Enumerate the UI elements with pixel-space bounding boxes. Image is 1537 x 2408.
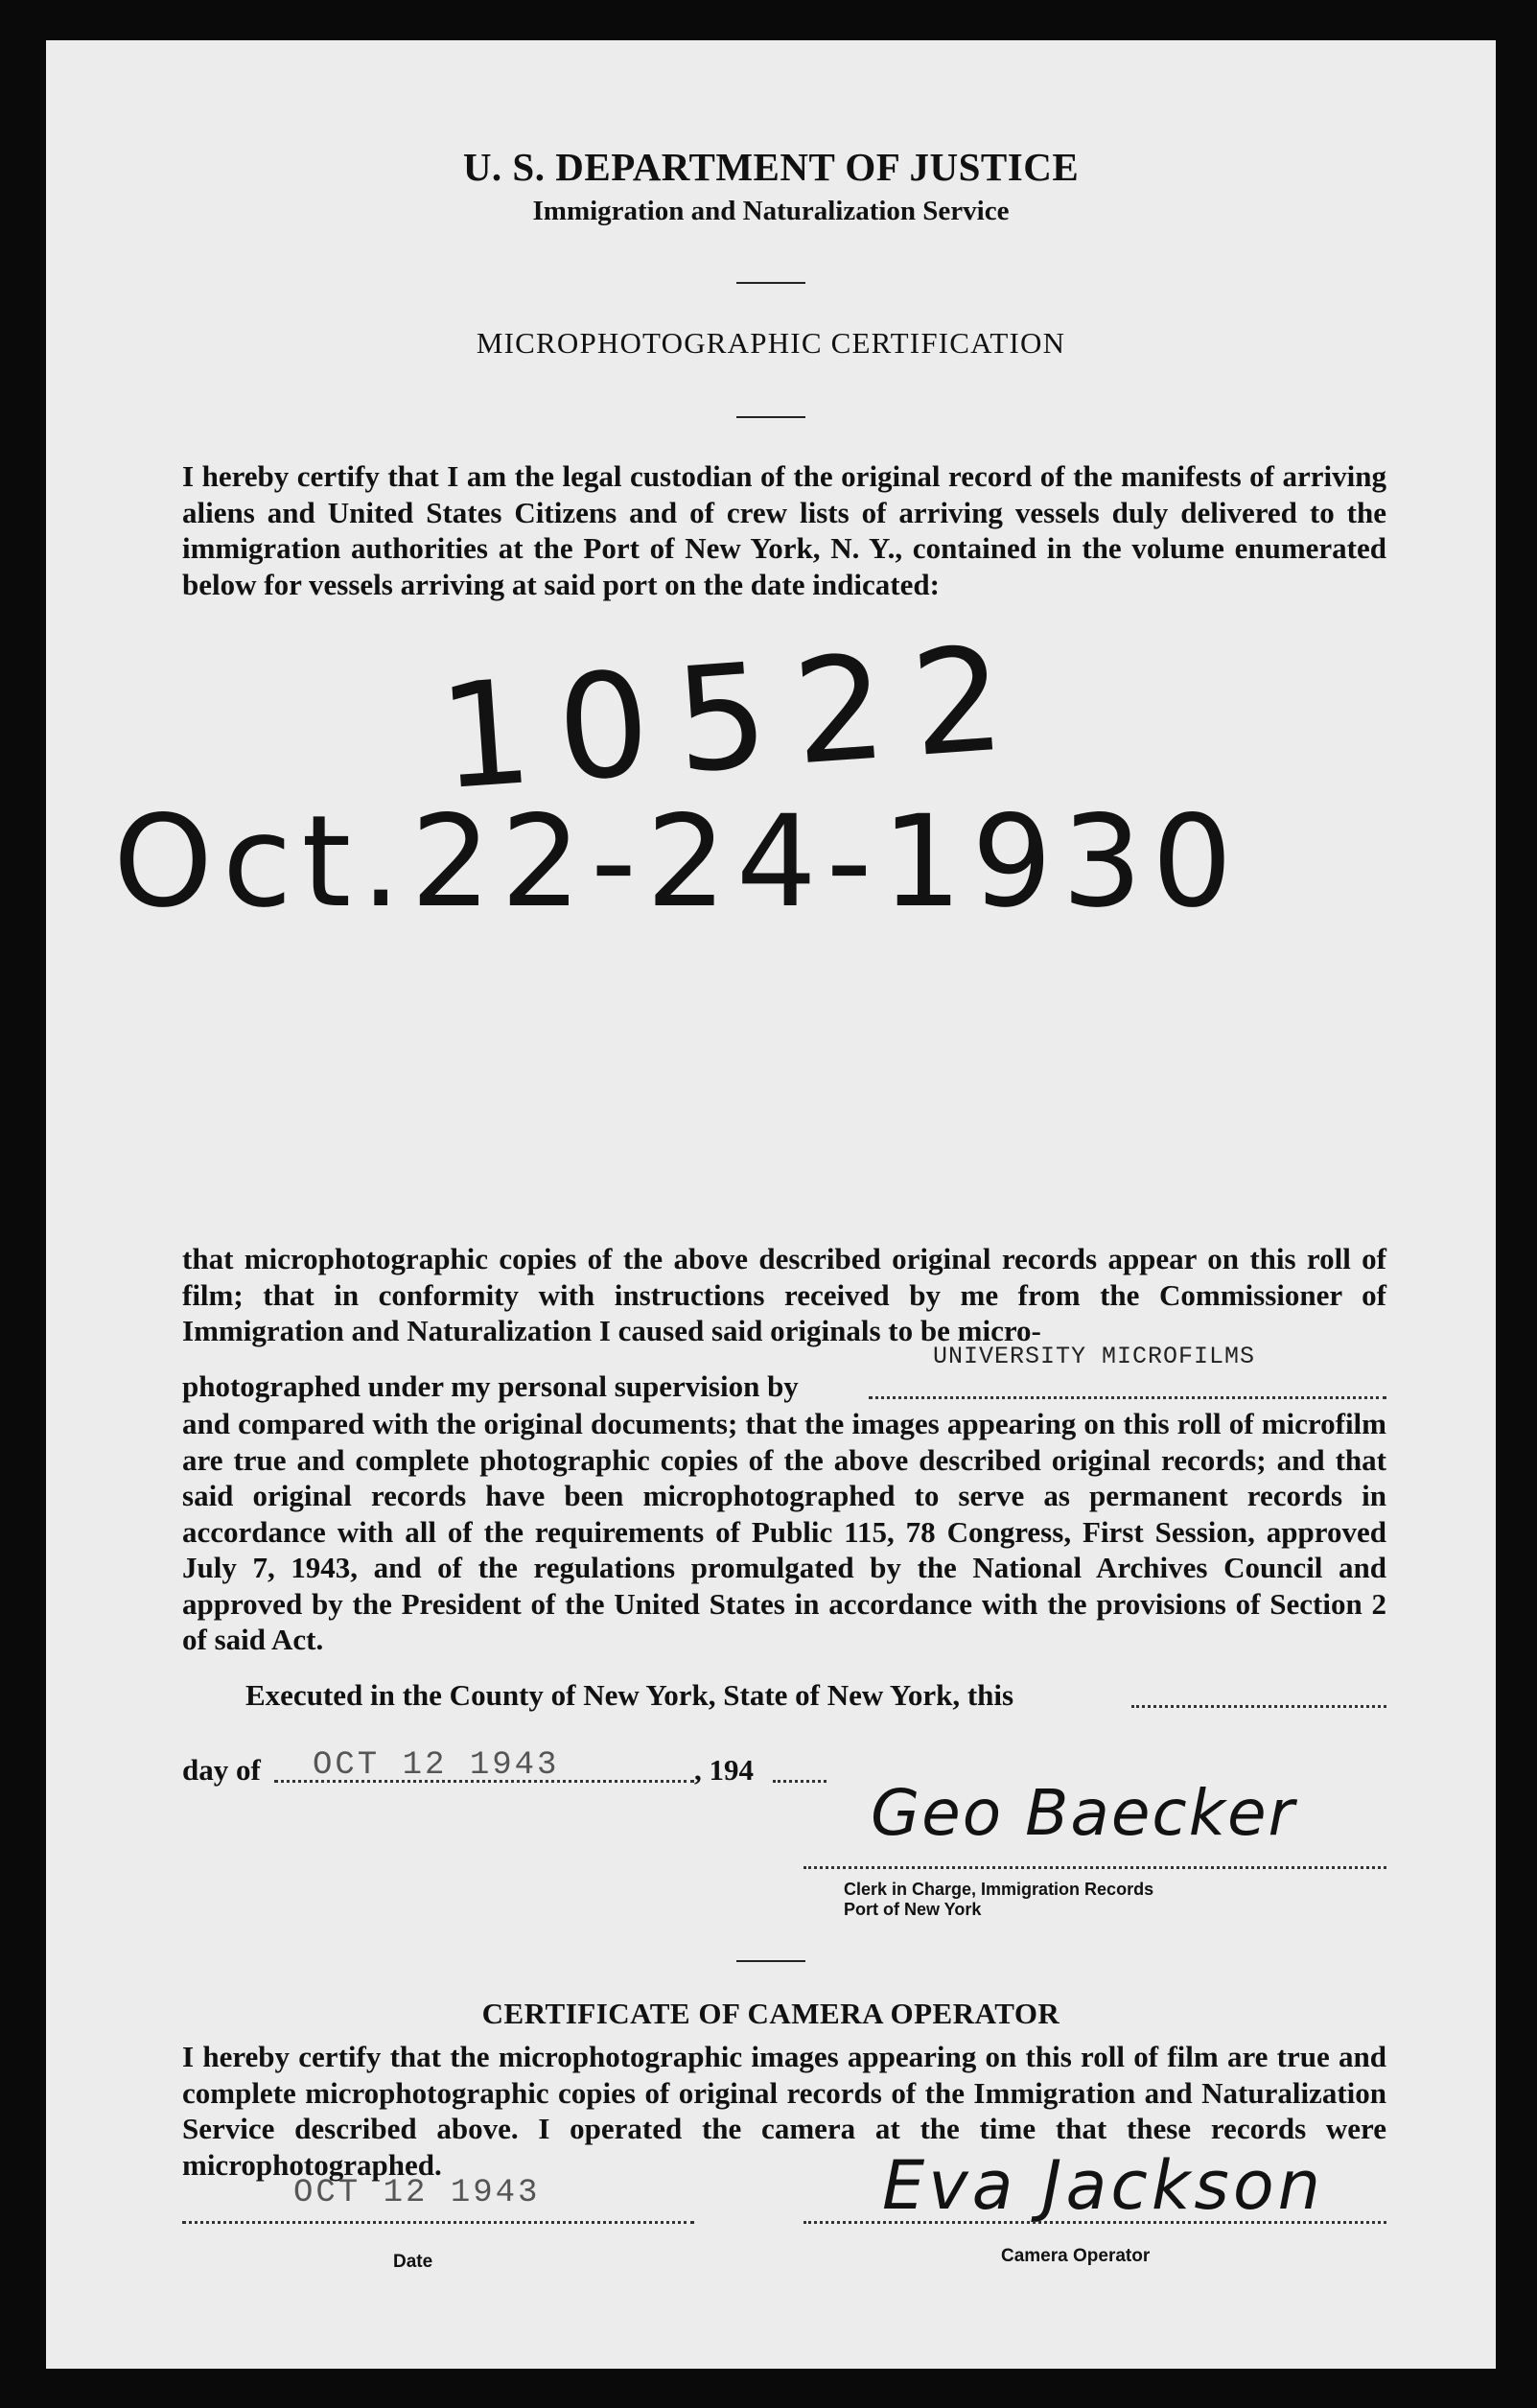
body-paragraph-end: and compared with the original documents; that the images appearing on this roll of microfilm are true and complete photographic copies of the above described original records; and that said original records have been microphotographed to serve as permanent records in accordance with all of the requirements of Public 115, 78 Congress, First Session, approved July 7, 1943, and of the regulations promulgated by the National Archives Council and approved by the President of the United States in accordance with the provisions of Section 2 of said Act. xyxy=(182,1407,1386,1656)
department-heading: U. S. DEPARTMENT OF JUSTICE xyxy=(462,145,1080,189)
operator-label: Camera Operator xyxy=(1001,2246,1151,2266)
intro-paragraph: I hereby certify that I am the legal custodian of the original record of the manifests of arriving aliens and United States Citizens and of crew lists of arriving vessels duly delivered to the immigration authorities at the Port of New York, N. Y., contained in the volume enumerated below for vessels arriving at said port on the date indicated: xyxy=(182,459,1386,601)
divider xyxy=(736,282,805,284)
certification-title: MICROPHOTOGRAPHIC CERTIFICATION xyxy=(476,326,1066,360)
camera-certificate-title: CERTIFICATE OF CAMERA OPERATOR xyxy=(481,1997,1060,2030)
body-paragraph-start: that microphotographic copies of the above described original records appear on this roll of film; that in conformity with instructions received by me from the Commissioner of Immigration and Naturalization I caused said originals to be micro- xyxy=(182,1242,1386,1347)
clerk-title-line1: Clerk in Charge, Immigration Records xyxy=(844,1880,1154,1899)
executed-line: Executed in the County of New York, State of New York, this xyxy=(245,1678,1014,1712)
date-stamp: OCT 12 1943 xyxy=(293,2175,541,2211)
divider xyxy=(736,416,805,418)
supervision-label: photographed under my personal supervision by xyxy=(182,1369,799,1403)
certificate-page xyxy=(46,40,1496,2369)
clerk-title-line2: Port of New York xyxy=(844,1900,982,1919)
divider xyxy=(736,1960,805,1962)
handwritten-volume-number: 10522 xyxy=(433,614,1036,823)
operator-signature: Eva Jackson xyxy=(882,2146,1325,2225)
date-label: Date xyxy=(393,2252,433,2272)
clerk-signature-line xyxy=(803,1866,1386,1869)
dotted-line xyxy=(869,1396,1386,1399)
day-of-label: day of xyxy=(182,1753,261,1787)
dotted-line xyxy=(773,1780,827,1783)
year-label: , 194 xyxy=(694,1753,754,1787)
service-subheading: Immigration and Naturalization Service xyxy=(532,196,1010,226)
dotted-line xyxy=(1131,1705,1386,1708)
supervisor-name: UNIVERSITY MICROFILMS xyxy=(933,1343,1256,1370)
date-line xyxy=(182,2221,694,2224)
handwritten-date-range: Oct.22-24-1930 xyxy=(113,788,1243,936)
clerk-signature: Geo Baecker xyxy=(871,1776,1296,1850)
operator-signature-line xyxy=(803,2221,1386,2224)
camera-certificate-text: I hereby certify that the microphotographic images appearing on this roll of film are true and complete microphotographic copies of original records of the Immigration and Naturalization Service described above. I operated the camera at the time that these records were microphotographed. xyxy=(182,2040,1386,2182)
day-of-date-stamp: OCT 12 1943 xyxy=(313,1747,560,1784)
